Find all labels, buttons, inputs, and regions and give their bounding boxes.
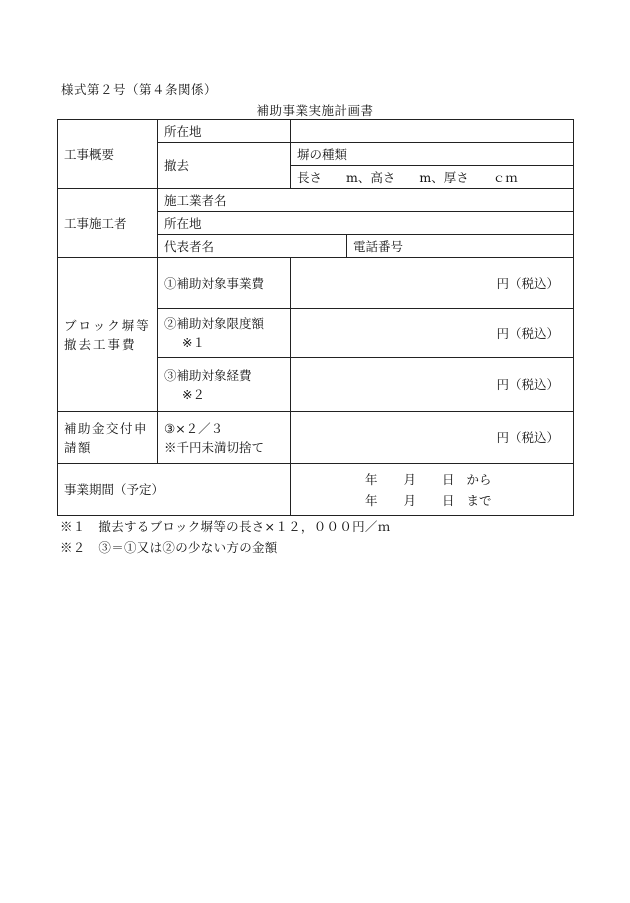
dimensions-field[interactable] [291,166,574,189]
grant-amount-unit: 円（税込） [496,430,559,445]
cost-item-3-amount-field[interactable] [291,358,574,412]
cost-heading-line1: ブロック塀等 [64,317,151,333]
cost-heading [58,258,158,412]
wall-type-label: 塀の種類 [297,146,348,162]
document-title: 補助事業実施計画書 [256,103,374,118]
cost-item-3-label: ③補助対象経費 ※２ [158,358,291,412]
representative-field[interactable] [158,235,347,258]
period-row [58,464,574,516]
plan-table [57,119,574,516]
form-number-label: 様式第２号（第４条関係） [61,82,218,97]
period-field[interactable] [291,464,574,516]
cost-item-2-amount-field[interactable] [291,309,574,358]
footnote-1: ※１ 撤去するブロック塀等の長さ×１２，０００円／ｍ [60,519,391,534]
grant-heading: 補助金交付申 請額 [58,412,158,464]
contractor-name-label: 施工業者名 [164,192,227,208]
grant-formula: ③×２／３ ※千円未満切捨て [158,412,291,464]
overview-heading: 工事概要 [58,120,158,189]
cost-item-1-amount-field[interactable] [291,258,574,309]
cost-item-1-unit: 円（税込） [496,275,559,291]
grant-row [58,412,574,464]
cost-row-1 [58,258,574,309]
period-end: 年 月 日 まで [365,492,492,508]
cost-item-3-unit: 円（税込） [496,377,559,392]
overview-removal-label: 撤去 [158,143,291,189]
dim-length-label: 長さ [297,169,323,185]
representative-label: 代表者名 [164,238,215,254]
dim-height-label: m、高さ [346,169,396,185]
contractor-name-field[interactable] [158,189,574,212]
contractor-name-row [58,189,574,212]
period-start: 年 月 日 から [365,471,492,487]
overview-location-label: 所在地 [158,120,291,143]
period-heading: 事業期間（予定） [58,464,291,516]
dim-thickness-label: m、厚さ [419,169,469,185]
contractor-heading: 工事施工者 [58,189,158,258]
dim-cm-label: ｃｍ [492,169,518,185]
footnotes [60,516,391,558]
phone-label: 電話番号 [353,238,404,254]
contractor-address-field[interactable] [158,212,574,235]
overview-location-row [58,120,574,143]
cost-heading-line2: 撤去工事費 [64,336,137,352]
grant-amount-field[interactable] [291,412,574,464]
contractor-address-label: 所在地 [164,215,202,231]
cost-item-2-label: ②補助対象限度額 ※１ [158,309,291,358]
phone-field[interactable] [347,235,574,258]
wall-type-field[interactable] [291,143,574,166]
overview-location-field[interactable] [291,120,574,143]
footnote-2: ※２ ③＝①又は②の少ない方の金額 [60,540,278,555]
cost-item-2-unit: 円（税込） [496,325,559,341]
cost-item-1-label: ①補助対象事業費 [158,258,291,309]
